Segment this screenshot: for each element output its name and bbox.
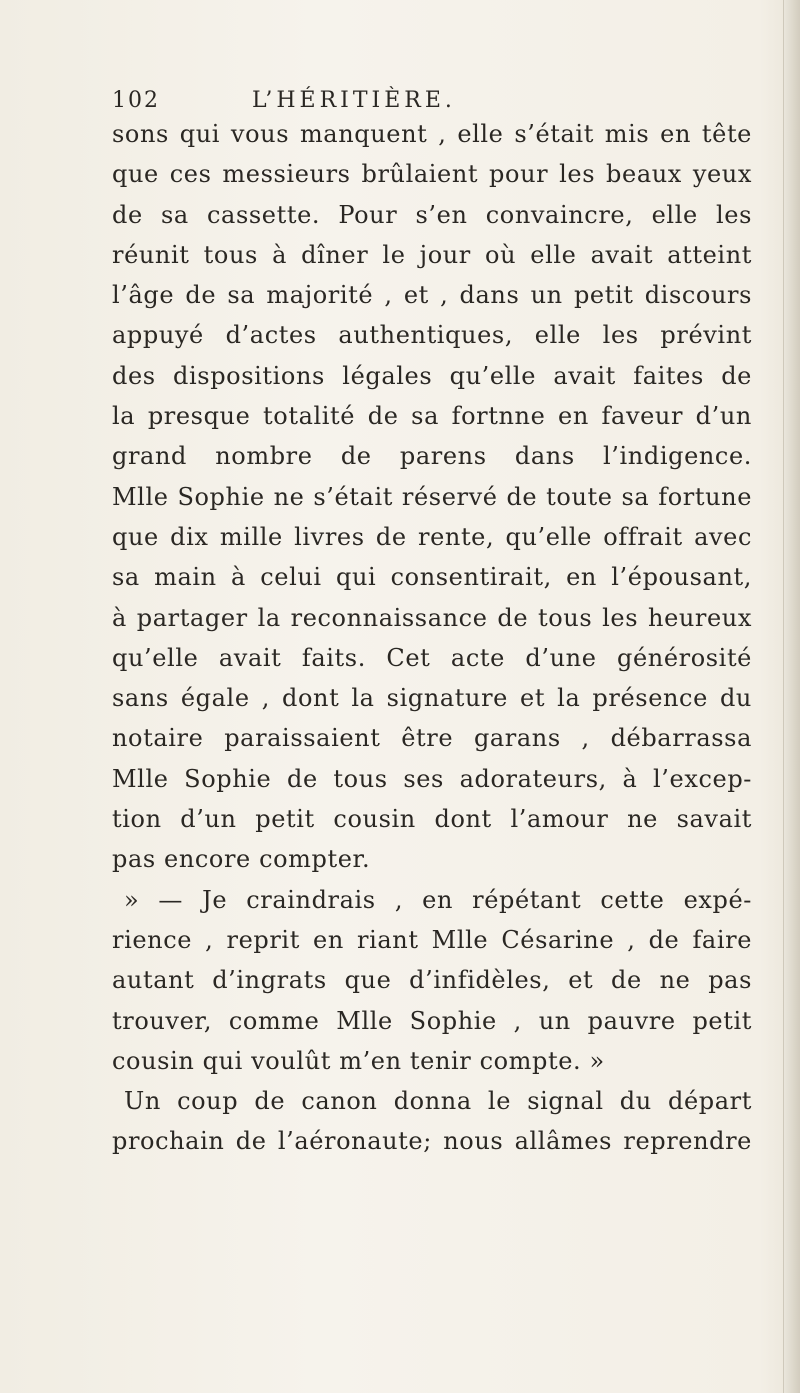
- text-line: rience , reprit en riant Mlle Césarine , de faire: [112, 925, 752, 954]
- text-line: prochain de l’aéronaute; nous allâmes reprendre: [112, 1127, 752, 1156]
- page-number: 102: [112, 88, 160, 113]
- text-line: sons qui vous manquent , elle s’était mis en tête: [112, 120, 752, 148]
- text-line: l’âge de sa majorité , et , dans un petit discours: [112, 281, 752, 310]
- text-line: à partager la reconnaissance de tous les heureux: [112, 603, 752, 632]
- text-line: de sa cassette. Pour s’en convaincre, elle les: [112, 200, 752, 229]
- text-line: Mlle Sophie de tous ses adorateurs, à l’excep-: [112, 764, 752, 793]
- page-edge: [783, 0, 800, 1393]
- text-line: des dispositions légales qu’elle avait faites de: [112, 361, 752, 390]
- text-line: appuyé d’actes authentiques, elle les prévint: [112, 321, 752, 350]
- body-text: [112, 114, 752, 1162]
- text-line: pas encore compter.: [112, 845, 371, 874]
- text-line: sa main à celui qui consentirait, en l’épousant,: [112, 563, 752, 592]
- text-line: réunit tous à dîner le jour où elle avait atteint: [112, 240, 752, 269]
- running-title: L’HÉRITIÈRE.: [252, 88, 456, 113]
- text-line: Mlle Sophie ne s’était réservé de toute sa fortune: [112, 482, 752, 511]
- text-line: qu’elle avait faits. Cet acte d’une générosité: [112, 643, 752, 672]
- text-line: » — Je craindrais , en répétant cette expé-: [124, 885, 752, 914]
- text-line: trouver, comme Mlle Sophie , un pauvre petit: [112, 1006, 752, 1035]
- text-line: tion d’un petit cousin dont l’amour ne savait: [112, 805, 752, 834]
- text-line: que dix mille livres de rente, qu’elle offrait avec: [112, 522, 752, 551]
- text-line: grand nombre de parens dans l’indigence.: [112, 442, 752, 471]
- text-line: autant d’ingrats que d’infidèles, et de ne pas: [112, 966, 752, 995]
- text-line: cousin qui voulût m’en tenir compte. »: [112, 1046, 605, 1075]
- text-line: Un coup de canon donna le signal du départ: [124, 1087, 752, 1116]
- text-line: notaire paraissaient être garans , débarrassa: [112, 724, 752, 753]
- text-line: que ces messieurs brûlaient pour les beaux yeux: [112, 160, 752, 189]
- text-line: sans égale , dont la signature et la présence du: [112, 684, 752, 713]
- text-line: la presque totalité de sa fortnne en faveur d’un: [112, 402, 752, 431]
